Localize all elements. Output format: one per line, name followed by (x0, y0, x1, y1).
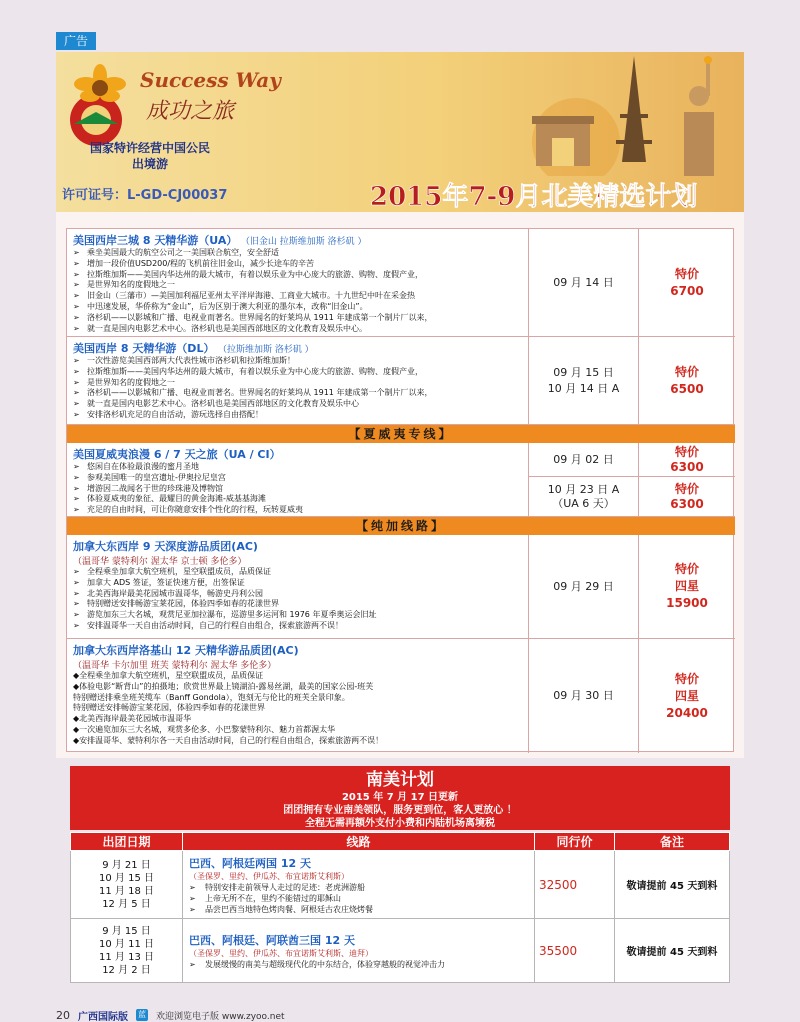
date-value: 10 月 14 日 A (547, 381, 620, 395)
date-value: 9 月 15 日 (102, 925, 151, 937)
magazine-name: 广西国际版 (78, 1011, 128, 1022)
route-description (183, 851, 535, 919)
tour-via: （拉斯维加斯 洛杉矶 ） (222, 345, 314, 355)
route-cities: （圣保罗、里约、伊瓜苏、布宜诺斯艾利斯） (189, 871, 349, 881)
list-item: ➢ 一次性游览美国西部两大代表性城市洛杉矶和拉斯维加斯！ (73, 356, 522, 367)
edition-badge: 蓝 (138, 1010, 146, 1019)
tour-price (639, 229, 735, 336)
price-value: 15900 (666, 596, 708, 610)
tour-date (529, 443, 639, 477)
franchise-label (90, 140, 210, 172)
update-date: 2015 年 7 月 17 日更新 (341, 792, 459, 803)
date-value: 9 月 21 日 (102, 859, 151, 871)
table-row (71, 851, 730, 919)
list-item: ➢ 洛杉矶——以影城和广播、电视业而著名。世界闻名的好莱坞从 1911 年建成第一个制片厂以来， (73, 388, 522, 399)
south-america-table (70, 832, 730, 983)
list-item: ➢ 是世界知名的度假地之一 (73, 378, 522, 389)
route-bullets (189, 882, 528, 915)
tour-bullets (73, 671, 522, 747)
page-footer (56, 1008, 456, 1022)
list-item: ➢ 特别安排走前领导人走过的足迹：老虎洲游船 (189, 882, 528, 893)
tour-description (67, 639, 529, 753)
price-value: 20400 (666, 705, 708, 720)
list-item: ➢ 特别赠送安排畅游宝莱花园，体验四季如春的花漾世界 (73, 599, 522, 610)
table-row (67, 639, 735, 753)
table-row (67, 443, 735, 517)
date-value: 09 月 15 日 (553, 365, 614, 379)
section-bar-canada: 【纯加线路】 (67, 517, 735, 535)
tour-price (639, 477, 735, 517)
list-item: ➢ 体验夏威夷的象征、最耀目的黄金海滩-威基基海滩 (73, 494, 522, 505)
list-item: ➢ 加拿大 ADS 签证，签证快速方便，出签保证 (73, 578, 522, 589)
list-item: ➢ 品尝巴西当地特色烤肉餐、阿根廷古农庄烧烤餐 (189, 904, 528, 915)
tour-title: 美国夏威夷浪漫 6 / 7 天之旅（UA / CI） (73, 448, 281, 461)
tour-description (67, 535, 529, 638)
list-item: ➢ 北美西海岸最美花园城市温哥华，畅游史丹利公园 (73, 589, 522, 600)
south-america-title: 南美计划 (366, 770, 434, 790)
footer-website[interactable]: 欢迎浏览电子版 www.zyoo.net (156, 1011, 285, 1022)
list-item: ➢ 上帝无所不在，里约不能错过的耶稣山 (189, 893, 528, 904)
tour-description (67, 229, 529, 336)
price-label: 特价 (674, 266, 699, 281)
table-row (71, 919, 730, 983)
list-item: ➢ 充足的自由时间，可让你随意安排个性化的行程，玩转夏威夷 (73, 505, 522, 516)
main-title: 2015年7-9月北美精选计划 (370, 182, 698, 212)
departure-dates (71, 851, 183, 919)
date-value: 10 月 11 日 (99, 938, 154, 950)
price-value: 35500 (535, 919, 615, 983)
list-item: ◆安排温哥华、蒙特利尔各一天自由活动时间，自己的行程自由组合，探索旅游两不误！ (73, 735, 384, 745)
price-label: 特价 (674, 444, 699, 459)
tour-date (529, 535, 639, 638)
tour-bullets (73, 567, 522, 632)
tour-title: 加拿大东西岸洛基山 12 天精华游品质团(AC) (73, 644, 299, 657)
list-item: ➢ 是世界知名的度假地之一 (73, 280, 522, 291)
departure-dates (71, 919, 183, 983)
hotel-grade: 四星 (674, 688, 699, 703)
list-item: ➢ 洛杉矶——以影城和广播、电视业而著名。世界闻名的好莱坞从 1911 年建成第一个制片厂以来， (73, 313, 522, 324)
tour-description (67, 443, 529, 516)
list-item: ◆一次遍览加东三大名城，观赏多伦多、小巴黎蒙特利尔、魅力首都渥太华 (73, 724, 336, 734)
table-row (67, 229, 735, 337)
column-header-note: 备注 (615, 833, 730, 851)
north-america-table (66, 228, 734, 752)
list-item: ➢ 拉斯维加斯——美国内华达州的最大城市，有着以娱乐业为中心庞大的旅游、购物、度假产业， (73, 270, 522, 281)
list-item: ➢ 增游因二战闻名于世的珍珠港及博物馆 (73, 484, 522, 495)
franchise-line-2: 出境游 (132, 157, 169, 171)
date-value: 10 月 23 日 A (547, 483, 620, 496)
tour-via: （旧金山 拉斯维加斯 洛杉矶 ） (245, 237, 367, 247)
list-item: ◆全程乘坐加拿大航空班机，星空联盟成员，品质保证 (73, 671, 264, 680)
price-label: 特价 (674, 562, 699, 576)
route-title: 巴西、阿根廷、阿联酋三国 12 天 (189, 933, 355, 947)
table-row (67, 337, 735, 425)
date-value: 09 月 29 日 (553, 579, 614, 593)
route-bullets (189, 959, 528, 970)
ad-tag: 广告 (56, 32, 96, 50)
tour-title: 美国西岸三城 8 天精华游（UA） （旧金山 拉斯维加斯 洛杉矶 ） (73, 234, 367, 247)
column-header-dates: 出团日期 (71, 833, 183, 851)
price-value: 6300 (670, 497, 704, 511)
tour-title: 加拿大东西岸 9 天深度游品质团(AC) (73, 540, 258, 553)
price-value: 32500 (535, 851, 615, 919)
brand-chinese: 成功之旅 (146, 99, 235, 124)
list-item: ➢ 就一直是国内电影艺术中心。洛杉矶也是美国西部地区的文化教育及娱乐中心 (73, 399, 522, 410)
list-item: ➢ 拉斯维加斯——美国内华达州的最大城市，有着以娱乐业为中心庞大的旅游、购物、度假产业， (73, 367, 522, 378)
list-item: ➢ 全程乘坐加拿大航空班机，星空联盟成员，品质保证 (73, 567, 522, 578)
tour-price (639, 639, 735, 753)
list-item: ➢ 就一直是国内电影艺术中心。洛杉矶也是美国西部地区的文化教育及娱乐中心。 (73, 324, 522, 335)
column-header-route: 线路 (183, 833, 535, 851)
list-item: ◆北美西海岸最美花园城市温哥华 (73, 714, 192, 724)
tour-title: 美国西岸 8 天精华游（DL） （拉斯维加斯 洛杉矶 ） (73, 342, 314, 355)
landmarks-illustration-icon (516, 52, 744, 176)
list-item: ➢ 安排洛杉矶充足的自由活动，游玩选择自由搭配！ (73, 410, 522, 421)
tour-date (529, 477, 639, 517)
tour-bullets (73, 462, 522, 516)
list-item: 特别赠送安排畅游宝莱花园，体验四季如春的花漾世界 (73, 703, 265, 713)
route-description (183, 919, 535, 983)
table-row (67, 535, 735, 639)
date-value: 11 月 13 日 (99, 951, 154, 963)
promo-line-2: 全程无需再额外支付小费和内陆机场离境税 (305, 818, 495, 829)
route-title: 巴西、阿根廷两国 12 天 (189, 856, 311, 870)
column-header-price: 同行价 (535, 833, 615, 851)
south-america-header (70, 766, 730, 830)
tour-description (67, 337, 529, 424)
south-america-section (56, 762, 744, 1010)
list-item: ◆体验电影“断背山”的拍摄地；欣赏世界最上镜湖泊-露易丝湖，最美的国家公园-班芙 (73, 681, 374, 691)
tour-bullets (73, 356, 522, 421)
date-value: 09 月 30 日 (553, 689, 614, 702)
price-value: 6300 (670, 459, 704, 474)
list-item: ➢ 旧金山（三藩市）—美国加利福尼亚州太平洋岸海港、工商业大城市。十九世纪中叶在采金热 (73, 291, 522, 302)
list-item: ➢ 悠闲自在体验最浪漫的蜜月圣地 (73, 462, 522, 473)
note-value: 敬请提前 45 天到料 (615, 851, 730, 919)
date-value: （UA 6 天） (552, 497, 615, 510)
date-value: 11 月 18 日 (99, 885, 154, 897)
tour-price (639, 337, 735, 424)
tour-cities: （温哥华 蒙特利尔 渥太华 京士顿 多伦多） (73, 557, 247, 567)
list-item: ➢ 中迅速发展，华侨称为“金山”，后为区别于澳大利亚的墨尔本，改称“旧金山”。 (73, 302, 522, 313)
hotel-grade: 四星 (674, 579, 699, 593)
promo-line-1: 团团拥有专业南美领队，服务更到位，客人更放心 ！ (283, 805, 517, 816)
tour-date (529, 229, 639, 336)
tour-cities: （温哥华 卡尔加里 班芙 蒙特利尔 渥太华 多伦多） (73, 661, 277, 671)
brand-english: Success Way (140, 68, 281, 92)
page-number: 20 (56, 1008, 70, 1022)
list-item: ➢ 参观美国唯一的皇宫遗址-伊奥拉尼皇宫 (73, 473, 522, 484)
north-america-content (56, 212, 744, 758)
price-label: 特价 (674, 364, 699, 379)
tour-date (529, 337, 639, 424)
list-item: ➢ 游览加东三大名城，观赏尼亚加拉瀑布，巡游里多运河和 1976 年夏季奥运会旧址 (73, 610, 522, 621)
list-item: ➢ 安排温哥华一天自由活动时间，自己的行程自由组合，探索旅游两不误！ (73, 621, 522, 632)
date-value: 09 月 02 日 (553, 452, 614, 466)
list-item: ➢ 乘坐美国最大的航空公司之一美国联合航空，安全舒适 (73, 248, 522, 259)
tour-price (639, 443, 735, 477)
date-value: 09 月 14 日 (553, 275, 614, 289)
list-item: ➢ 增加一段价值USD200/程的飞机前往旧金山，减少长途车的辛苦 (73, 259, 522, 270)
list-item: 特别赠送排乘坐班芙缆车（Banff Gondola），饱刻无与伦比的班芙全景印象。 (73, 692, 350, 702)
price-label: 特价 (674, 671, 699, 686)
price-value: 6500 (670, 381, 704, 396)
note-value: 敬请提前 45 天到料 (615, 919, 730, 983)
tour-bullets (73, 248, 522, 334)
sunflower-logo-icon (60, 62, 148, 150)
tour-price (639, 535, 735, 638)
license-number: 许可证号：L-GD-CJ00037 (62, 188, 228, 203)
date-value: 12 月 2 日 (102, 964, 151, 976)
price-label: 特价 (674, 482, 699, 496)
franchise-line-1: 国家特许经营中国公民 (90, 141, 211, 155)
price-value: 6700 (670, 283, 704, 298)
section-bar-hawaii: 【夏威夷专线】 (67, 425, 735, 443)
date-value: 12 月 5 日 (102, 898, 151, 910)
date-value: 10 月 15 日 (99, 872, 154, 884)
list-item: ➢ 发展缓慢的南美与超级现代化的中东结合，体验穿越般的视觉冲击力 (189, 959, 528, 970)
route-cities: （圣保罗、里约、伊瓜苏、布宜诺斯艾利斯、迪拜） (189, 948, 373, 958)
header-banner (56, 52, 744, 212)
tour-date (529, 639, 639, 753)
